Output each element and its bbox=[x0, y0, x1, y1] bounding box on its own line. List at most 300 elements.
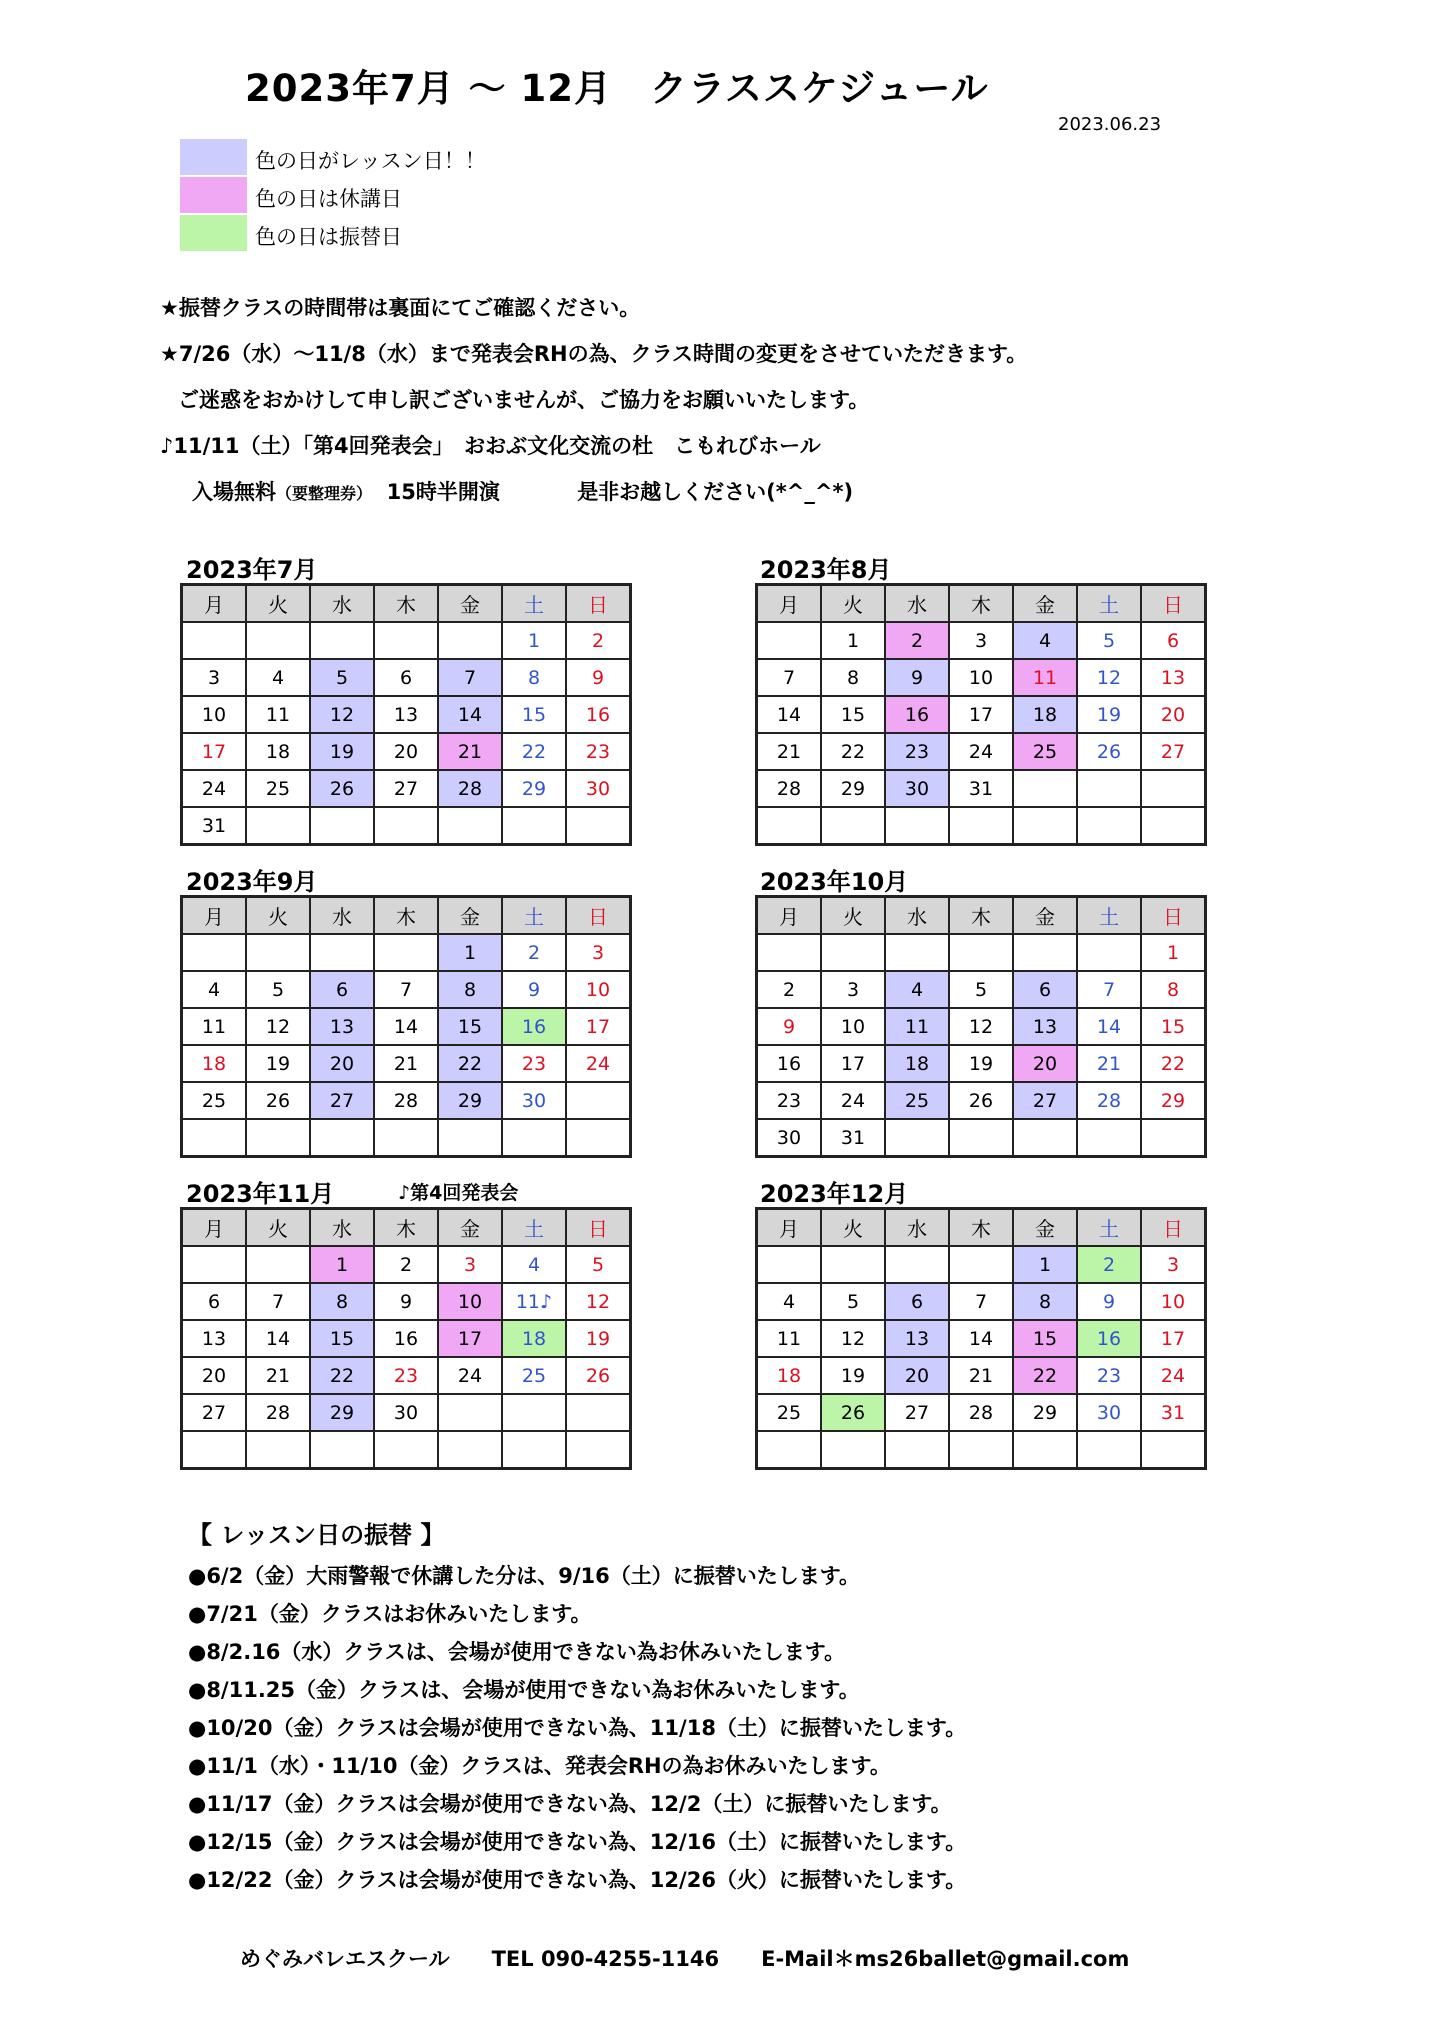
empty-cell bbox=[182, 934, 247, 971]
day-cell: 21 bbox=[757, 733, 822, 770]
day-cell: 13 bbox=[182, 1320, 247, 1357]
day-cell: 18 bbox=[182, 1045, 247, 1082]
week-row bbox=[757, 1394, 1206, 1431]
empty-cell bbox=[310, 1431, 374, 1469]
weekday-header-row bbox=[182, 1209, 631, 1247]
calendar-august bbox=[755, 583, 1207, 846]
day-cell: 24 bbox=[1141, 1357, 1206, 1394]
day-cell: 30 bbox=[374, 1394, 438, 1431]
empty-cell bbox=[821, 1431, 885, 1469]
weekday-sat: 土 bbox=[502, 585, 566, 623]
week-row bbox=[182, 1119, 631, 1157]
day-cell: 10 bbox=[566, 971, 631, 1008]
weekday-wed: 水 bbox=[310, 585, 374, 623]
empty-cell bbox=[246, 934, 310, 971]
empty-cell bbox=[566, 807, 631, 845]
empty-cell bbox=[885, 1119, 949, 1157]
day-cell: 28 bbox=[1077, 1082, 1141, 1119]
day-cell: 23 bbox=[502, 1045, 566, 1082]
day-cell: 18 bbox=[885, 1045, 949, 1082]
weekday-fri: 金 bbox=[438, 1209, 502, 1247]
weekday-thu: 木 bbox=[374, 897, 438, 935]
day-cell: 26 bbox=[821, 1394, 885, 1431]
day-cell: 24 bbox=[821, 1082, 885, 1119]
empty-cell bbox=[949, 1119, 1013, 1157]
note-time-change: ★7/26（水）～11/8（水）まで発表会RHの為、クラス時間の変更をさせていただきます。 bbox=[160, 342, 1028, 366]
empty-cell bbox=[374, 1119, 438, 1157]
day-cell: 29 bbox=[502, 770, 566, 807]
weekday-thu: 木 bbox=[374, 1209, 438, 1247]
day-cell: 29 bbox=[1013, 1394, 1077, 1431]
day-cell: 8 bbox=[438, 971, 502, 1008]
day-cell: 11 bbox=[246, 696, 310, 733]
weekday-fri: 金 bbox=[438, 897, 502, 935]
day-cell: 27 bbox=[182, 1394, 247, 1431]
day-cell: 8 bbox=[1141, 971, 1206, 1008]
weekday-mon: 月 bbox=[757, 1209, 822, 1247]
weekday-mon: 月 bbox=[182, 1209, 247, 1247]
week-row bbox=[182, 659, 631, 696]
empty-cell bbox=[502, 1431, 566, 1469]
day-cell: 20 bbox=[182, 1357, 247, 1394]
empty-cell bbox=[566, 1082, 631, 1119]
day-cell: 15 bbox=[1141, 1008, 1206, 1045]
week-row bbox=[757, 1008, 1206, 1045]
empty-cell bbox=[182, 622, 247, 659]
calendar-october bbox=[755, 895, 1207, 1158]
week-row bbox=[182, 733, 631, 770]
day-cell: 20 bbox=[1013, 1045, 1077, 1082]
day-cell: 19 bbox=[949, 1045, 1013, 1082]
day-cell: 8 bbox=[310, 1283, 374, 1320]
day-cell: 20 bbox=[885, 1357, 949, 1394]
day-cell: 2 bbox=[374, 1246, 438, 1283]
day-cell: 6 bbox=[1013, 971, 1077, 1008]
day-cell: 22 bbox=[1013, 1357, 1077, 1394]
day-cell: 28 bbox=[246, 1394, 310, 1431]
weekday-sun: 日 bbox=[566, 897, 631, 935]
empty-cell bbox=[1141, 1431, 1206, 1469]
day-cell: 1 bbox=[502, 622, 566, 659]
calendar-july bbox=[180, 583, 632, 846]
note-makeup-times: ★振替クラスの時間帯は裏面にてご確認ください。 bbox=[160, 296, 641, 320]
day-cell: 23 bbox=[757, 1082, 822, 1119]
empty-cell bbox=[374, 934, 438, 971]
weekday-fri: 金 bbox=[438, 585, 502, 623]
day-cell: 16 bbox=[885, 696, 949, 733]
weekday-sat: 土 bbox=[1077, 1209, 1141, 1247]
day-cell: 11♪ bbox=[502, 1283, 566, 1320]
weekday-header-row bbox=[182, 897, 631, 935]
empty-cell bbox=[1013, 1431, 1077, 1469]
transfer-section-title: 【 レッスン日の振替 】 bbox=[188, 1521, 445, 1549]
admission-ticket: （要整理券） bbox=[276, 484, 373, 503]
day-cell: 15 bbox=[438, 1008, 502, 1045]
day-cell: 26 bbox=[949, 1082, 1013, 1119]
day-cell: 22 bbox=[502, 733, 566, 770]
day-cell: 22 bbox=[310, 1357, 374, 1394]
empty-cell bbox=[502, 1119, 566, 1157]
empty-cell bbox=[757, 934, 822, 971]
empty-cell bbox=[374, 1431, 438, 1469]
day-cell: 12 bbox=[821, 1320, 885, 1357]
empty-cell bbox=[1141, 770, 1206, 807]
transfer-item: ●8/11.25（金）クラスは、会場が使用できない為お休みいたします。 bbox=[188, 1678, 860, 1702]
empty-cell bbox=[566, 1394, 631, 1431]
empty-cell bbox=[757, 807, 822, 845]
day-cell: 25 bbox=[757, 1394, 822, 1431]
admission-free: 入場無料 bbox=[192, 480, 276, 504]
day-cell: 12 bbox=[246, 1008, 310, 1045]
week-row bbox=[757, 971, 1206, 1008]
day-cell: 14 bbox=[757, 696, 822, 733]
empty-cell bbox=[246, 1431, 310, 1469]
day-cell: 25 bbox=[1013, 733, 1077, 770]
page-title: 2023年7月 ～ 12月 クラススケジュール bbox=[245, 67, 989, 110]
day-cell: 23 bbox=[1077, 1357, 1141, 1394]
day-cell: 3 bbox=[949, 622, 1013, 659]
day-cell: 18 bbox=[757, 1357, 822, 1394]
empty-cell bbox=[438, 1119, 502, 1157]
legend-label-cancel: 色の日は休講日 bbox=[255, 187, 402, 211]
transfer-item: ●7/21（金）クラスはお休みいたします。 bbox=[188, 1602, 592, 1626]
day-cell: 10 bbox=[949, 659, 1013, 696]
day-cell: 8 bbox=[502, 659, 566, 696]
empty-cell bbox=[1077, 934, 1141, 971]
day-cell: 2 bbox=[1077, 1246, 1141, 1283]
day-cell: 24 bbox=[566, 1045, 631, 1082]
day-cell: 27 bbox=[310, 1082, 374, 1119]
day-cell: 3 bbox=[438, 1246, 502, 1283]
day-cell: 11 bbox=[757, 1320, 822, 1357]
weekday-tue: 火 bbox=[821, 585, 885, 623]
day-cell: 31 bbox=[949, 770, 1013, 807]
day-cell: 8 bbox=[1013, 1283, 1077, 1320]
day-cell: 27 bbox=[374, 770, 438, 807]
empty-cell bbox=[246, 1246, 310, 1283]
day-cell: 16 bbox=[566, 696, 631, 733]
week-row bbox=[182, 807, 631, 845]
day-cell: 12 bbox=[1077, 659, 1141, 696]
weekday-fri: 金 bbox=[1013, 897, 1077, 935]
weekday-wed: 水 bbox=[310, 897, 374, 935]
week-row bbox=[757, 770, 1206, 807]
weekday-tue: 火 bbox=[821, 897, 885, 935]
empty-cell bbox=[182, 1431, 247, 1469]
day-cell: 13 bbox=[885, 1320, 949, 1357]
day-cell: 11 bbox=[885, 1008, 949, 1045]
day-cell: 5 bbox=[566, 1246, 631, 1283]
day-cell: 17 bbox=[438, 1320, 502, 1357]
transfer-item: ●6/2（金）大雨警報で休講した分は、9/16（土）に振替いたします。 bbox=[188, 1564, 861, 1588]
day-cell: 24 bbox=[182, 770, 247, 807]
day-cell: 3 bbox=[182, 659, 247, 696]
week-row bbox=[182, 1357, 631, 1394]
empty-cell bbox=[438, 807, 502, 845]
day-cell: 5 bbox=[821, 1283, 885, 1320]
week-row bbox=[757, 934, 1206, 971]
weekday-tue: 火 bbox=[821, 1209, 885, 1247]
empty-cell bbox=[438, 1431, 502, 1469]
empty-cell bbox=[757, 622, 822, 659]
day-cell: 6 bbox=[885, 1283, 949, 1320]
day-cell: 9 bbox=[374, 1283, 438, 1320]
weekday-wed: 水 bbox=[310, 1209, 374, 1247]
calendar-november bbox=[180, 1207, 632, 1470]
day-cell: 28 bbox=[374, 1082, 438, 1119]
day-cell: 29 bbox=[310, 1394, 374, 1431]
weekday-mon: 月 bbox=[182, 897, 247, 935]
day-cell: 9 bbox=[757, 1008, 822, 1045]
empty-cell bbox=[885, 1246, 949, 1283]
empty-cell bbox=[949, 934, 1013, 971]
weekday-sat: 土 bbox=[1077, 585, 1141, 623]
day-cell: 15 bbox=[310, 1320, 374, 1357]
day-cell: 1 bbox=[1141, 934, 1206, 971]
day-cell: 30 bbox=[1077, 1394, 1141, 1431]
day-cell: 7 bbox=[949, 1283, 1013, 1320]
empty-cell bbox=[949, 1246, 1013, 1283]
day-cell: 1 bbox=[821, 622, 885, 659]
day-cell: 22 bbox=[1141, 1045, 1206, 1082]
day-cell: 16 bbox=[374, 1320, 438, 1357]
note-apology: ご迷惑をおかけして申し訳ございませんが、ご協力をお願いいたします。 bbox=[178, 388, 870, 412]
day-cell: 17 bbox=[1141, 1320, 1206, 1357]
week-row bbox=[757, 1119, 1206, 1157]
day-cell: 18 bbox=[246, 733, 310, 770]
day-cell: 31 bbox=[182, 807, 247, 845]
weekday-header-row bbox=[757, 897, 1206, 935]
day-cell: 14 bbox=[949, 1320, 1013, 1357]
week-row bbox=[757, 1357, 1206, 1394]
legend-swatch-cancel bbox=[180, 177, 247, 213]
day-cell: 2 bbox=[566, 622, 631, 659]
day-cell: 19 bbox=[1077, 696, 1141, 733]
week-row bbox=[757, 1431, 1206, 1469]
day-cell: 17 bbox=[566, 1008, 631, 1045]
day-cell: 15 bbox=[502, 696, 566, 733]
calendar-title-august: 2023年8月 bbox=[760, 556, 892, 584]
day-cell: 29 bbox=[821, 770, 885, 807]
empty-cell bbox=[310, 1119, 374, 1157]
weekday-mon: 月 bbox=[182, 585, 247, 623]
day-cell: 29 bbox=[1141, 1082, 1206, 1119]
day-cell: 12 bbox=[949, 1008, 1013, 1045]
empty-cell bbox=[1077, 770, 1141, 807]
empty-cell bbox=[821, 807, 885, 845]
day-cell: 28 bbox=[438, 770, 502, 807]
day-cell: 9 bbox=[502, 971, 566, 1008]
day-cell: 24 bbox=[438, 1357, 502, 1394]
day-cell: 26 bbox=[1077, 733, 1141, 770]
empty-cell bbox=[1013, 934, 1077, 971]
empty-cell bbox=[502, 807, 566, 845]
empty-cell bbox=[246, 807, 310, 845]
empty-cell bbox=[949, 1431, 1013, 1469]
day-cell: 17 bbox=[949, 696, 1013, 733]
day-cell: 7 bbox=[374, 971, 438, 1008]
day-cell: 13 bbox=[374, 696, 438, 733]
empty-cell bbox=[1077, 1119, 1141, 1157]
day-cell: 9 bbox=[885, 659, 949, 696]
day-cell: 30 bbox=[757, 1119, 822, 1157]
day-cell: 4 bbox=[502, 1246, 566, 1283]
empty-cell bbox=[885, 934, 949, 971]
day-cell: 30 bbox=[566, 770, 631, 807]
empty-cell bbox=[885, 1431, 949, 1469]
day-cell: 31 bbox=[821, 1119, 885, 1157]
weekday-sat: 土 bbox=[1077, 897, 1141, 935]
day-cell: 26 bbox=[310, 770, 374, 807]
legend-swatch-lesson bbox=[180, 139, 247, 175]
weekday-fri: 金 bbox=[1013, 1209, 1077, 1247]
day-cell: 25 bbox=[182, 1082, 247, 1119]
day-cell: 2 bbox=[502, 934, 566, 971]
day-cell: 14 bbox=[1077, 1008, 1141, 1045]
day-cell: 9 bbox=[566, 659, 631, 696]
week-row bbox=[182, 934, 631, 971]
weekday-tue: 火 bbox=[246, 585, 310, 623]
weekday-mon: 月 bbox=[757, 585, 822, 623]
day-cell: 21 bbox=[246, 1357, 310, 1394]
week-row bbox=[182, 1008, 631, 1045]
day-cell: 19 bbox=[246, 1045, 310, 1082]
day-cell: 7 bbox=[757, 659, 822, 696]
empty-cell bbox=[1141, 1119, 1206, 1157]
note-recital: ♪11/11（土）「第4回発表会」 おおぶ文化交流の杜 こもれびホール bbox=[160, 434, 821, 458]
calendar-december bbox=[755, 1207, 1207, 1470]
empty-cell bbox=[757, 1246, 822, 1283]
day-cell: 17 bbox=[821, 1045, 885, 1082]
day-cell: 3 bbox=[566, 934, 631, 971]
day-cell: 21 bbox=[949, 1357, 1013, 1394]
calendar-september bbox=[180, 895, 632, 1158]
day-cell: 28 bbox=[949, 1394, 1013, 1431]
weekday-sun: 日 bbox=[1141, 897, 1206, 935]
empty-cell bbox=[374, 807, 438, 845]
day-cell: 10 bbox=[821, 1008, 885, 1045]
week-row bbox=[757, 807, 1206, 845]
calendar-title-december: 2023年12月 bbox=[760, 1180, 909, 1208]
legend-label-makeup: 色の日は振替日 bbox=[255, 225, 402, 249]
day-cell: 30 bbox=[885, 770, 949, 807]
empty-cell bbox=[1077, 1431, 1141, 1469]
day-cell: 11 bbox=[1013, 659, 1077, 696]
day-cell: 10 bbox=[182, 696, 247, 733]
day-cell: 3 bbox=[821, 971, 885, 1008]
empty-cell bbox=[1013, 807, 1077, 845]
day-cell: 6 bbox=[1141, 622, 1206, 659]
day-cell: 20 bbox=[310, 1045, 374, 1082]
day-cell: 5 bbox=[949, 971, 1013, 1008]
day-cell: 21 bbox=[1077, 1045, 1141, 1082]
weekday-thu: 木 bbox=[374, 585, 438, 623]
calendar-note-november: ♪第4回発表会 bbox=[398, 1182, 519, 1204]
empty-cell bbox=[1013, 1119, 1077, 1157]
day-cell: 19 bbox=[310, 733, 374, 770]
week-row bbox=[182, 971, 631, 1008]
day-cell: 19 bbox=[821, 1357, 885, 1394]
week-row bbox=[182, 1283, 631, 1320]
empty-cell bbox=[246, 622, 310, 659]
day-cell: 6 bbox=[182, 1283, 247, 1320]
day-cell: 7 bbox=[1077, 971, 1141, 1008]
day-cell: 11 bbox=[182, 1008, 247, 1045]
week-row bbox=[182, 770, 631, 807]
day-cell: 13 bbox=[1141, 659, 1206, 696]
week-row bbox=[182, 696, 631, 733]
day-cell: 2 bbox=[885, 622, 949, 659]
admission-invite: 是非お越しください(*^_^*) bbox=[577, 480, 854, 504]
day-cell: 24 bbox=[949, 733, 1013, 770]
admission-start: 15時半開演 bbox=[386, 480, 500, 504]
empty-cell bbox=[182, 1246, 247, 1283]
day-cell: 5 bbox=[246, 971, 310, 1008]
empty-cell bbox=[566, 1431, 631, 1469]
day-cell: 10 bbox=[1141, 1283, 1206, 1320]
empty-cell bbox=[438, 1394, 502, 1431]
week-row bbox=[182, 1082, 631, 1119]
day-cell: 18 bbox=[502, 1320, 566, 1357]
weekday-mon: 月 bbox=[757, 897, 822, 935]
day-cell: 16 bbox=[502, 1008, 566, 1045]
day-cell: 19 bbox=[566, 1320, 631, 1357]
week-row bbox=[182, 1320, 631, 1357]
day-cell: 4 bbox=[885, 971, 949, 1008]
day-cell: 20 bbox=[374, 733, 438, 770]
day-cell: 22 bbox=[438, 1045, 502, 1082]
day-cell: 13 bbox=[1013, 1008, 1077, 1045]
empty-cell bbox=[821, 1246, 885, 1283]
week-row bbox=[182, 622, 631, 659]
empty-cell bbox=[502, 1394, 566, 1431]
day-cell: 7 bbox=[246, 1283, 310, 1320]
empty-cell bbox=[949, 807, 1013, 845]
weekday-sun: 日 bbox=[566, 1209, 631, 1247]
calendar-title-october: 2023年10月 bbox=[760, 868, 909, 896]
week-row bbox=[757, 1045, 1206, 1082]
day-cell: 10 bbox=[438, 1283, 502, 1320]
day-cell: 16 bbox=[757, 1045, 822, 1082]
day-cell: 27 bbox=[1013, 1082, 1077, 1119]
empty-cell bbox=[1013, 770, 1077, 807]
day-cell: 27 bbox=[1141, 733, 1206, 770]
week-row bbox=[182, 1045, 631, 1082]
day-cell: 27 bbox=[885, 1394, 949, 1431]
day-cell: 31 bbox=[1141, 1394, 1206, 1431]
empty-cell bbox=[821, 934, 885, 971]
day-cell: 6 bbox=[310, 971, 374, 1008]
weekday-thu: 木 bbox=[949, 1209, 1013, 1247]
day-cell: 22 bbox=[821, 733, 885, 770]
week-row bbox=[757, 733, 1206, 770]
day-cell: 20 bbox=[1141, 696, 1206, 733]
empty-cell bbox=[1141, 807, 1206, 845]
day-cell: 28 bbox=[757, 770, 822, 807]
empty-cell bbox=[182, 1119, 247, 1157]
day-cell: 14 bbox=[438, 696, 502, 733]
weekday-tue: 火 bbox=[246, 1209, 310, 1247]
weekday-sun: 日 bbox=[1141, 1209, 1206, 1247]
day-cell: 30 bbox=[502, 1082, 566, 1119]
day-cell: 21 bbox=[438, 733, 502, 770]
day-cell: 2 bbox=[757, 971, 822, 1008]
week-row bbox=[757, 696, 1206, 733]
weekday-sat: 土 bbox=[502, 1209, 566, 1247]
weekday-thu: 木 bbox=[949, 897, 1013, 935]
weekday-sun: 日 bbox=[566, 585, 631, 623]
day-cell: 8 bbox=[821, 659, 885, 696]
